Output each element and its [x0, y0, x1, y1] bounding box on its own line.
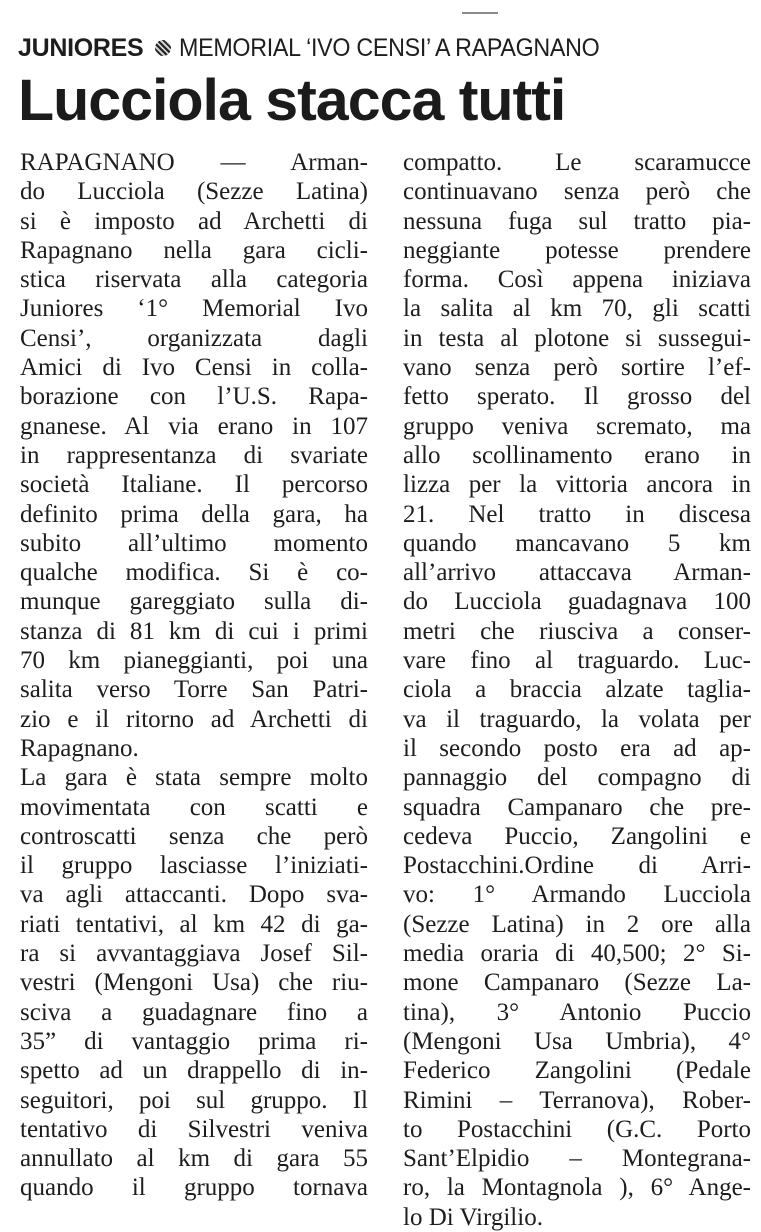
article-line: Censi’, organizzata dagli	[20, 324, 368, 352]
article-line: do Lucciola (Sezze Latina)	[20, 178, 368, 206]
article-line: tina), 3° Antonio Puccio	[403, 998, 751, 1026]
article-line: mone Campanaro (Sezze La-	[403, 969, 751, 997]
article-line: subito all’ultimo momento	[20, 529, 368, 557]
article-line: 70 km pianeggianti, poi una	[20, 647, 368, 675]
article-line: tentativo di Silvestri veniva	[20, 1115, 368, 1143]
article-line: neggiante potesse prendere	[403, 236, 751, 264]
article-line: lo Di Virgilio.	[403, 1203, 543, 1231]
article-line: borazione con l’U.S. Rapa-	[20, 383, 368, 411]
article-line: pannaggio del compagno di	[403, 764, 751, 792]
article-line: zio e il ritorno ad Archetti di	[20, 705, 368, 733]
scan-artifact-mark	[462, 12, 498, 14]
article-line: nessuna fuga sul tratto pia-	[403, 207, 751, 235]
article-line: fetto sperato. Il grosso del	[403, 383, 751, 411]
article-line: (Sezze Latina) in 2 ore alla	[403, 910, 751, 938]
kicker-line	[18, 28, 632, 68]
article-line: (Mengoni Usa Umbria), 4°	[403, 1027, 751, 1055]
article-line: definito prima della gara, ha	[20, 500, 368, 528]
article-line: compatto. Le scaramucce	[403, 149, 751, 176]
article-line: squadra Campanaro che pre-	[403, 793, 751, 821]
article-line: continuavano senza però che	[403, 178, 751, 206]
article-line: va il traguardo, la volata per	[403, 705, 751, 733]
headline: Lucciola stacca tutti	[18, 68, 566, 133]
article-line: Sant’Elpidio – Montegrana-	[403, 1145, 751, 1173]
article-line: ciola a braccia alzate taglia-	[403, 676, 751, 704]
article-line: do Lucciola guadagnava 100	[403, 588, 751, 616]
article-line: in rappresentanza di svariate	[20, 441, 368, 469]
article-line: società Italiane. Il percorso	[20, 471, 368, 499]
article-line: vo: 1° Armando Lucciola	[403, 881, 751, 909]
article-line: ra si avvantaggiava Josef Sil-	[20, 940, 368, 968]
article-line: si è imposto ad Archetti di	[20, 207, 368, 235]
article-line: Amici di Ivo Censi in colla-	[20, 354, 368, 382]
article-line: vestri (Mengoni Usa) che riu-	[20, 969, 368, 997]
article-line: quando il gruppo tornava	[20, 1174, 368, 1202]
article-line: forma. Così appena iniziava	[403, 266, 751, 294]
bullet-icon	[155, 40, 171, 56]
article-line: gruppo veniva scremato, ma	[403, 412, 751, 440]
article-line: vano senza però sortire l’ef-	[403, 354, 751, 382]
article-line: in testa al plotone si sussegui-	[403, 324, 751, 352]
article-line: qualche modifica. Si è co-	[20, 559, 368, 587]
kicker-section: JUNIORES	[18, 33, 144, 62]
article-line: vare fino al traguardo. Luc-	[403, 647, 751, 675]
article-line: la salita al km 70, gli scatti	[403, 295, 751, 323]
article-line: salita verso Torre San Patri-	[20, 676, 368, 704]
kicker-text: MEMORIAL ‘IVO CENSI’ A RAPAGNANO	[179, 33, 600, 62]
article-line: Juniores ‘1° Memorial Ivo	[20, 295, 368, 323]
article-line: ro, la Montagnola ), 6° Ange-	[403, 1174, 751, 1202]
article-line: spetto ad un drappello di in-	[20, 1057, 368, 1085]
article-line: Rimini – Terranova), Rober-	[403, 1086, 751, 1114]
article-column-left	[20, 148, 368, 1203]
article-line: Federico Zangolini (Pedale	[403, 1057, 751, 1085]
article-line: va agli attaccanti. Dopo sva-	[20, 881, 368, 909]
article-line: to Postacchini (G.C. Porto	[403, 1115, 751, 1143]
article-line: 35” di vantaggio prima ri-	[20, 1027, 368, 1055]
article-line: sciva a guadagnare fino a	[20, 998, 368, 1026]
article-line: controscatti senza che però	[20, 822, 368, 850]
article-line: il gruppo lasciasse l’iniziati-	[20, 852, 368, 880]
article-line: La gara è stata sempre molto	[20, 764, 368, 792]
article-line: il secondo posto era ad ap-	[403, 734, 751, 762]
article-line: seguitori, poi sul gruppo. Il	[20, 1086, 368, 1114]
article-line: media oraria di 40,500; 2° Si-	[403, 940, 751, 968]
article-line: annullato al km di gara 55	[20, 1145, 368, 1173]
article-line: all’arrivo attaccava Arman-	[403, 559, 751, 587]
article-line: allo scollinamento erano in	[403, 441, 751, 469]
article-line: gnanese. Al via erano in 107	[20, 412, 368, 440]
article-line: lizza per la vittoria ancora in	[403, 471, 751, 499]
article-line: Rapagnano.	[20, 734, 139, 762]
article-line: riati tentativi, al km 42 di ga-	[20, 910, 368, 938]
article-line: cedeva Puccio, Zangolini e	[403, 822, 751, 850]
article-column-right	[403, 148, 751, 1232]
article-line: quando mancavano 5 km	[403, 529, 751, 557]
article-line: 21. Nel tratto in discesa	[403, 500, 751, 528]
article-line: movimentata con scatti e	[20, 793, 368, 821]
article-line: stanza di 81 km di cui i primi	[20, 617, 368, 645]
article-line: Rapagnano nella gara cicli-	[20, 236, 368, 264]
article-line: munque gareggiato sulla di-	[20, 588, 368, 616]
article-line: metri che riusciva a conser-	[403, 617, 751, 645]
article-line: RAPAGNANO — Arman-	[20, 149, 368, 176]
article-line: Postacchini.Ordine di Arri-	[403, 852, 751, 880]
article-line: stica riservata alla categoria	[20, 266, 368, 294]
